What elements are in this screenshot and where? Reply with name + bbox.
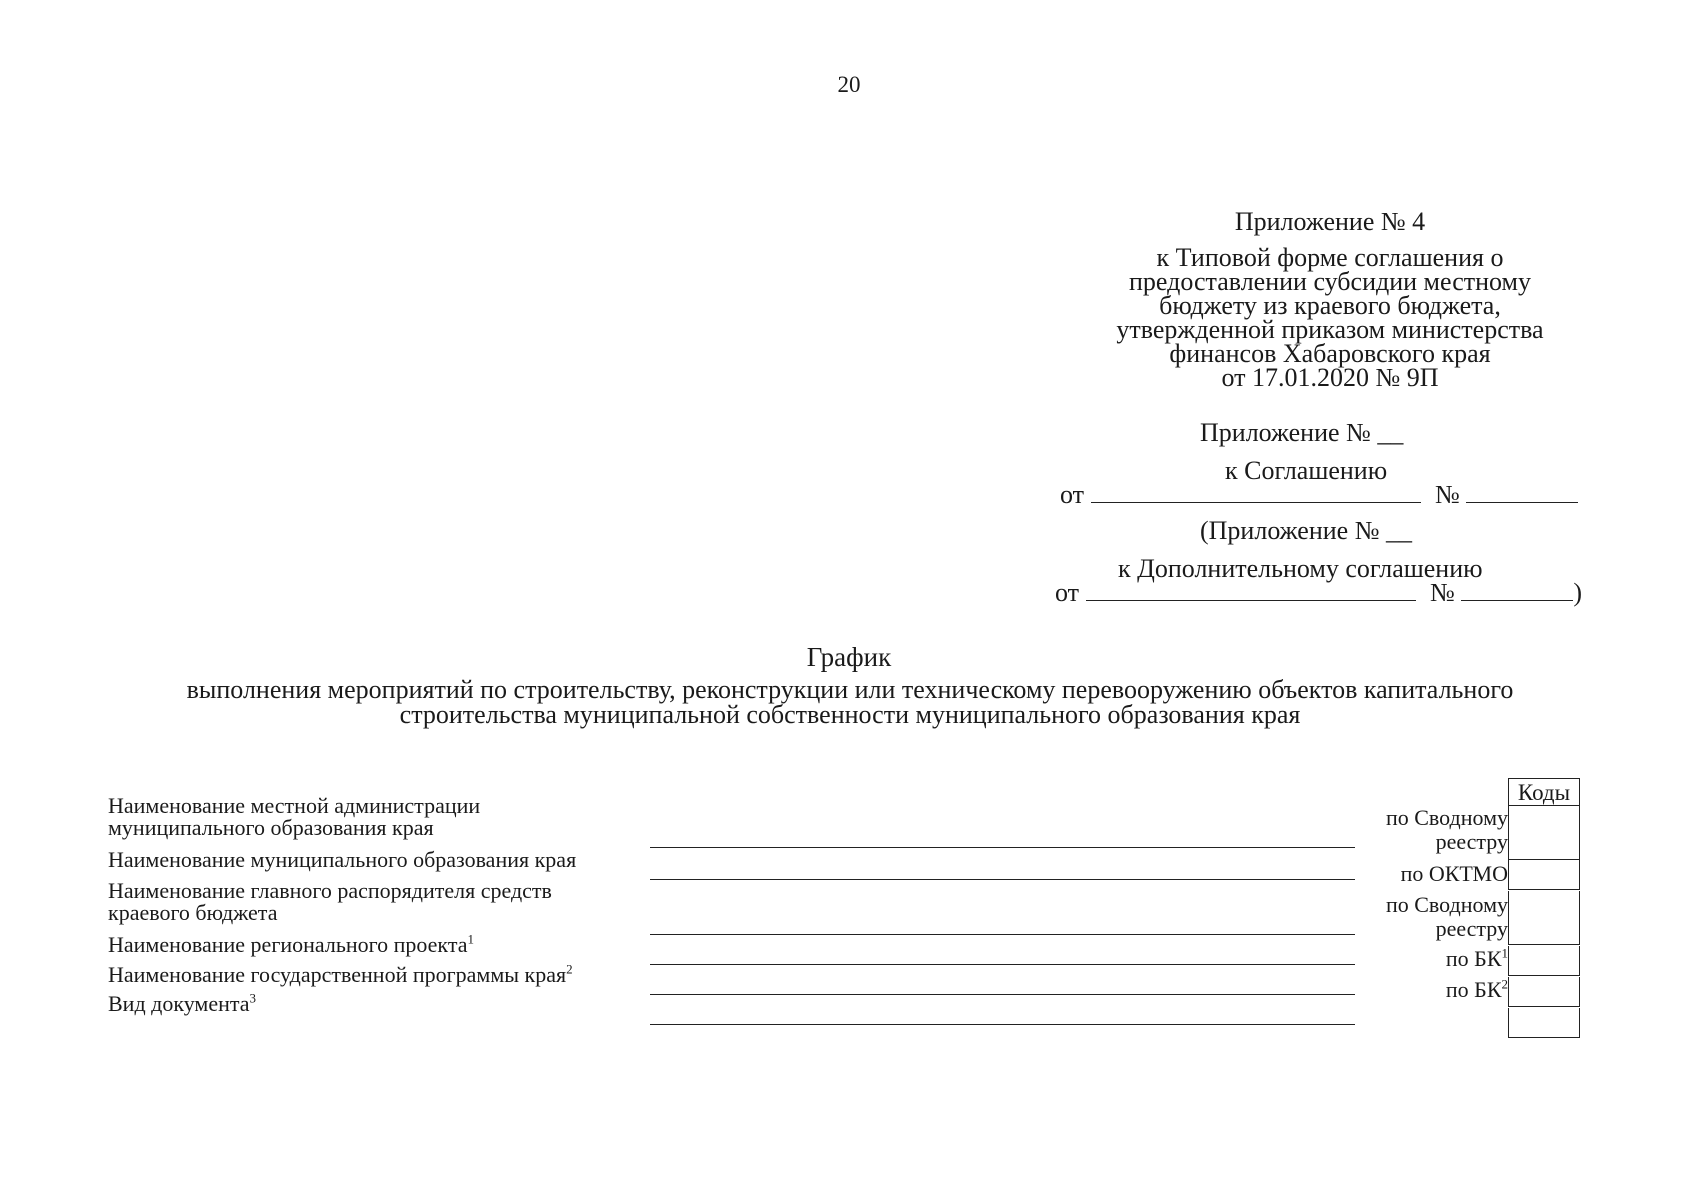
municipality-fill-line[interactable] xyxy=(650,879,1355,880)
schedule-subtitle-line: строительства муниципальной собственности муниципального образования края xyxy=(399,700,1301,729)
schedule-title: График xyxy=(806,642,892,672)
agreement-date-field[interactable] xyxy=(1091,480,1421,503)
regional-project-fill-line[interactable] xyxy=(650,964,1355,965)
appendix-main-line: утвержденной приказом министерства xyxy=(1116,315,1544,344)
field-label-state-program xyxy=(108,961,668,987)
local-administration-fill-line[interactable] xyxy=(650,847,1355,848)
field-label-line: Наименование государственной программы края xyxy=(108,962,567,987)
additional-closing-bracket: ) xyxy=(1573,578,1583,607)
footnote-mark: 2 xyxy=(1501,976,1508,992)
code-box-document-type[interactable] xyxy=(1508,1008,1580,1038)
appendix-main-line: предоставлении субсидии местному xyxy=(1129,267,1531,296)
field-label-regional-project xyxy=(108,931,668,957)
field-label-line: Наименование главного распорядителя средств xyxy=(108,878,552,903)
schedule-subtitle-line: выполнения мероприятий по строительству, реконструкции или техническому перевооружению объектов капитального xyxy=(186,675,1514,704)
appendix-main-block xyxy=(1050,207,1610,392)
code-label-line: по БК xyxy=(1445,977,1502,1002)
code-box-bk-1[interactable] xyxy=(1508,946,1580,976)
field-label-municipality xyxy=(108,849,668,871)
field-label-line: Вид документа xyxy=(108,991,250,1016)
field-label-line: Наименование местной администрации xyxy=(108,793,481,818)
footnote-mark: 3 xyxy=(249,990,257,1006)
codes-header: Коды xyxy=(1508,778,1580,806)
agreement-number-field[interactable] xyxy=(1466,480,1578,503)
field-label-line: Наименование муниципального образования края xyxy=(108,847,577,872)
appendix-main-line: бюджету из краевого бюджета, xyxy=(1159,291,1501,320)
additional-number-field[interactable] xyxy=(1461,578,1573,601)
additional-number-label: № xyxy=(1430,578,1455,607)
additional-date-field[interactable] xyxy=(1086,578,1416,601)
footnote-mark: 1 xyxy=(1501,945,1508,961)
footnote-mark: 1 xyxy=(467,931,474,947)
code-label-line: по Сводному xyxy=(1385,892,1508,917)
agreement-date-number-row xyxy=(1060,480,1578,510)
code-label-line: по Сводному xyxy=(1385,805,1508,830)
appendix-main-line: финансов Хабаровского края xyxy=(1169,339,1491,368)
chief-administrator-fill-line[interactable] xyxy=(650,934,1355,935)
code-label-consolidated-registry-2 xyxy=(1386,893,1508,941)
field-label-chief-administrator xyxy=(108,880,668,924)
code-label-consolidated-registry-1 xyxy=(1386,806,1508,854)
code-label-bk-1 xyxy=(1446,947,1508,971)
appendix-main-title: Приложение № 4 xyxy=(1234,207,1426,236)
agreement-number-label: № xyxy=(1435,480,1460,509)
field-label-local-administration xyxy=(108,795,668,839)
appendix-agreement-title: Приложение № __ xyxy=(1200,418,1404,447)
document-type-fill-line[interactable] xyxy=(650,1024,1355,1025)
field-label-line: муниципального образования края xyxy=(108,815,434,840)
additional-date-number-row xyxy=(1055,578,1582,608)
footnote-mark: 2 xyxy=(566,961,573,977)
appendix-main-line: к Типовой форме соглашения о xyxy=(1156,243,1504,272)
appendix-additional-title: (Приложение № __ xyxy=(1200,516,1413,545)
code-label-oktmo xyxy=(1401,862,1508,886)
code-label-line: по ОКТМО xyxy=(1400,861,1508,886)
state-program-fill-line[interactable] xyxy=(650,994,1355,995)
code-label-bk-2 xyxy=(1446,978,1508,1002)
additional-from-label: от xyxy=(1055,578,1080,607)
appendix-additional-to: к Дополнительному соглашению xyxy=(1118,554,1483,583)
field-label-line: краевого бюджета xyxy=(108,900,278,925)
appendix-agreement-to: к Соглашению xyxy=(1225,456,1388,485)
schedule-subtitle xyxy=(110,677,1590,727)
appendix-main-line: от 17.01.2020 № 9П xyxy=(1221,363,1439,392)
agreement-from-label: от xyxy=(1060,480,1085,509)
code-box-oktmo[interactable] xyxy=(1508,860,1580,890)
code-label-line: реестру xyxy=(1435,916,1508,941)
code-label-line: реестру xyxy=(1435,829,1508,854)
code-label-line: по БК xyxy=(1445,946,1502,971)
code-box-consolidated-registry-2[interactable] xyxy=(1508,891,1580,945)
field-label-document-type xyxy=(108,990,668,1016)
field-label-line: Наименование регионального проекта xyxy=(108,932,468,957)
code-box-consolidated-registry-1[interactable] xyxy=(1508,805,1580,860)
page-number: 20 xyxy=(837,72,861,97)
code-box-bk-2[interactable] xyxy=(1508,977,1580,1007)
